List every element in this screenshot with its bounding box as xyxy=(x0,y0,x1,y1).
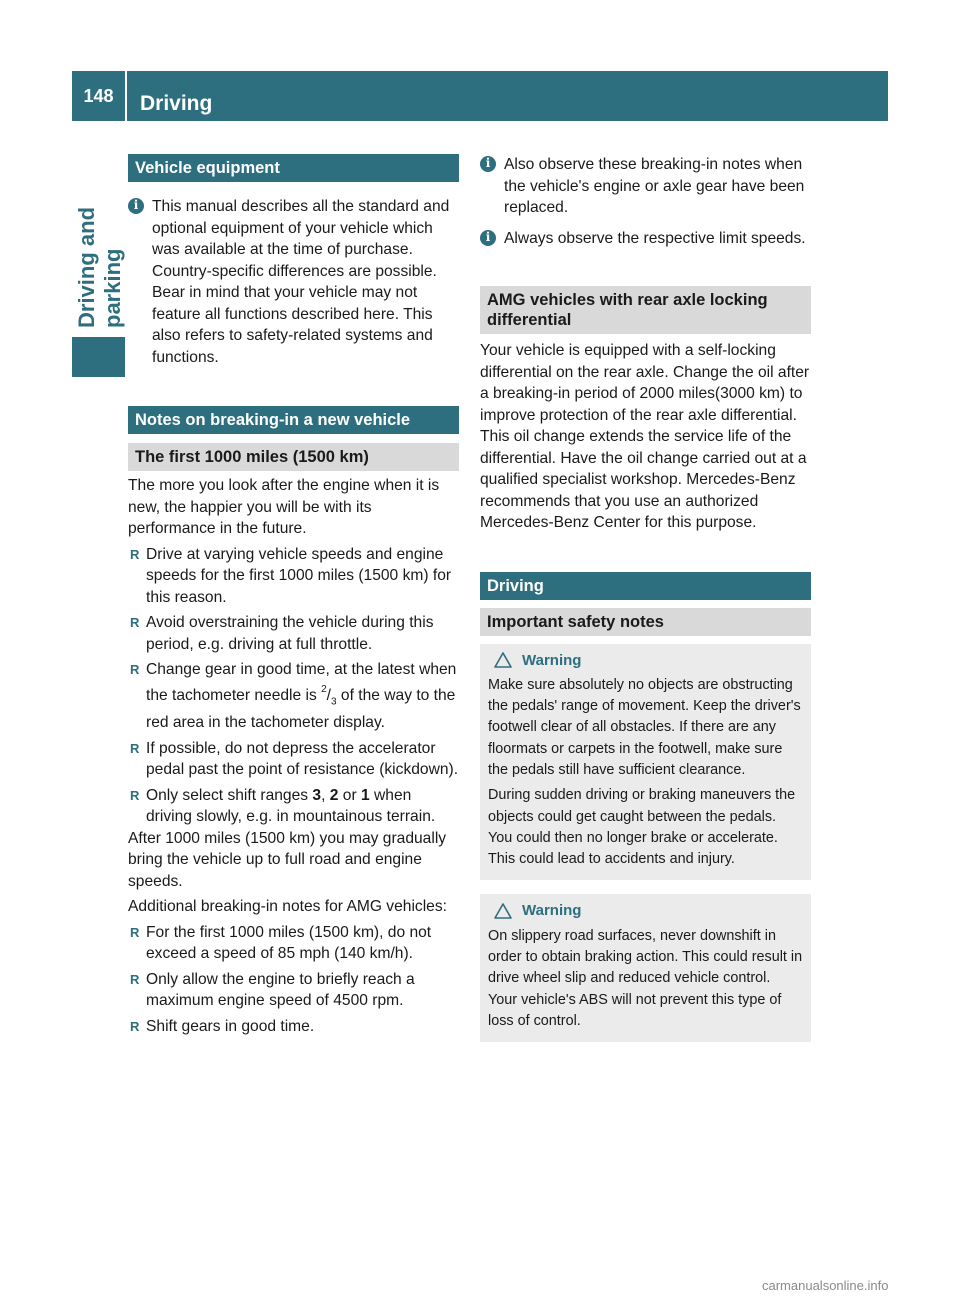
warning-text: Make sure absolutely no objects are obstructing the pedals' range of movement. Keep the driver's footwell clear of all obstacles. If there are any floormats or carpets in the footwell, make sure the pedals still have sufficient clearance. xyxy=(488,676,801,778)
after-paragraph: After 1000 miles (1500 km) you may gradually bring the vehicle up to full road and engine speeds. xyxy=(128,829,447,890)
list-item-text xyxy=(146,659,459,734)
warning-header xyxy=(488,900,803,921)
list-item xyxy=(128,1016,459,1038)
amg-paragraph: Your vehicle is equipped with a self-locking differential on the rear axle. Change the oil after a breaking-in period of 2000 miles(3000 km) to improve protection of the rear axle differential. This oil change extends the service life of the differential. Have the oil change carried out at a qualified specialist workshop. Mercedes-Benz recommends that you use an authorized Mercedes-Benz Center for this purpose. xyxy=(480,342,810,531)
subheading-first-miles: The first 1000 miles (1500 km) xyxy=(128,443,459,471)
fraction-denominator: 3 xyxy=(331,695,337,707)
list-item-text xyxy=(146,785,459,828)
header-divider xyxy=(125,71,127,121)
footer-watermark[interactable]: carmanualsonline.info xyxy=(762,1278,889,1293)
shift-range: 2 xyxy=(329,786,339,804)
page-header xyxy=(72,71,888,121)
info-note xyxy=(480,154,811,219)
bullet-icon: R xyxy=(130,615,140,630)
text-run: of the way to the red area in the tachometer display. xyxy=(146,686,456,732)
side-tab-label: Driving and parking xyxy=(74,206,125,328)
section-heading-driving: Driving xyxy=(480,572,811,600)
bullet-icon: R xyxy=(130,546,140,562)
list-item xyxy=(128,969,459,1012)
list-item-text: If possible, do not depress the accelerator pedal past the point of resistance (kickdown). xyxy=(146,739,459,779)
list-item xyxy=(128,785,459,828)
info-text: Always observe the respective limit speeds. xyxy=(504,229,806,247)
amg-intro-paragraph: Additional breaking-in notes for AMG vehicles: xyxy=(128,898,447,916)
shift-range: 1 xyxy=(361,786,370,804)
text-run: or xyxy=(338,786,361,804)
side-tab-marker xyxy=(72,337,125,377)
section-heading-vehicle-equipment: Vehicle equipment xyxy=(128,154,459,182)
left-column xyxy=(128,154,459,1037)
bullet-icon: R xyxy=(130,924,140,940)
warning-text: On slippery road surfaces, never downshift in order to obtain braking action. This could result in drive wheel slip and reduced vehicle control. Your vehicle's ABS will not prevent this type of loss of control. xyxy=(488,927,803,1029)
warning-text: During sudden driving or braking maneuvers the objects could get caught between the pedals. You could then no longer brake or accelerate. This could lead to accidents and injury. xyxy=(488,787,796,868)
list-item-text: Shift gears in good time. xyxy=(146,1017,315,1035)
intro-paragraph: The more you look after the engine when it is new, the happier you will be with its performance in the future. xyxy=(128,477,440,537)
section-heading-breaking-in: Notes on breaking-in a new vehicle xyxy=(128,406,459,434)
text-run: when driving slowly, e.g. in mountainous terrain. xyxy=(146,786,436,826)
text-run: Change gear in good time, at the latest when the tachometer needle is xyxy=(146,661,457,704)
warning-box xyxy=(480,894,811,1042)
bullet-icon: R xyxy=(130,662,140,677)
fraction-slash: / xyxy=(326,686,332,704)
shift-range: 3 xyxy=(312,786,322,804)
info-icon: i xyxy=(480,156,496,172)
bullet-icon: R xyxy=(130,971,140,987)
warning-header xyxy=(488,650,803,671)
warning-box xyxy=(480,644,811,881)
list-item xyxy=(128,922,459,965)
warning-label: Warning xyxy=(522,902,582,920)
list-item xyxy=(128,738,459,781)
list-item xyxy=(128,612,459,655)
right-column xyxy=(480,154,811,1042)
info-icon: i xyxy=(480,230,496,246)
warning-label: Warning xyxy=(522,651,582,669)
chapter-title: Driving xyxy=(140,92,213,115)
list-item-text: For the first 1000 miles (1500 km), do not exceed a speed of 85 mph (140 km/h). xyxy=(146,923,432,963)
subheading-safety-notes: Important safety notes xyxy=(480,608,811,636)
bullet-icon: R xyxy=(130,740,140,756)
info-text: Also observe these breaking-in notes when the vehicle's engine or axle gear have been replaced. xyxy=(504,156,805,216)
warning-triangle-icon xyxy=(494,903,512,919)
list-item-text: Only allow the engine to briefly reach a maximum engine speed of 4500 rpm. xyxy=(146,970,415,1010)
bullet-icon: R xyxy=(130,787,140,803)
subheading-amg-differential: AMG vehicles with rear axle locking differential xyxy=(480,286,811,334)
warning-triangle-icon xyxy=(494,652,512,668)
info-note xyxy=(128,196,459,368)
text-run: Only select shift ranges xyxy=(146,786,313,804)
text-run: , xyxy=(321,786,330,804)
list-item xyxy=(128,659,459,734)
list-item-text: Avoid overstraining the vehicle during this period, e.g. driving at full throttle. xyxy=(146,614,434,653)
list-item-text: Drive at varying vehicle speeds and engine speeds for the first 1000 miles (1500 km) for this reason. xyxy=(146,545,452,606)
info-icon: i xyxy=(128,198,144,214)
info-text: This manual describes all the standard and optional equipment of your vehicle which was available at the time of purchase. Country-specific differences are possible. Bear in mind that your vehicle may not feature all functions described here. This also refers to safety-related systems and functions. xyxy=(152,198,450,366)
list-item xyxy=(128,544,459,609)
bullet-icon: R xyxy=(130,1018,140,1034)
info-note xyxy=(480,228,811,250)
page-number: 148 xyxy=(83,85,114,106)
fraction-numerator: 2 xyxy=(321,683,327,695)
